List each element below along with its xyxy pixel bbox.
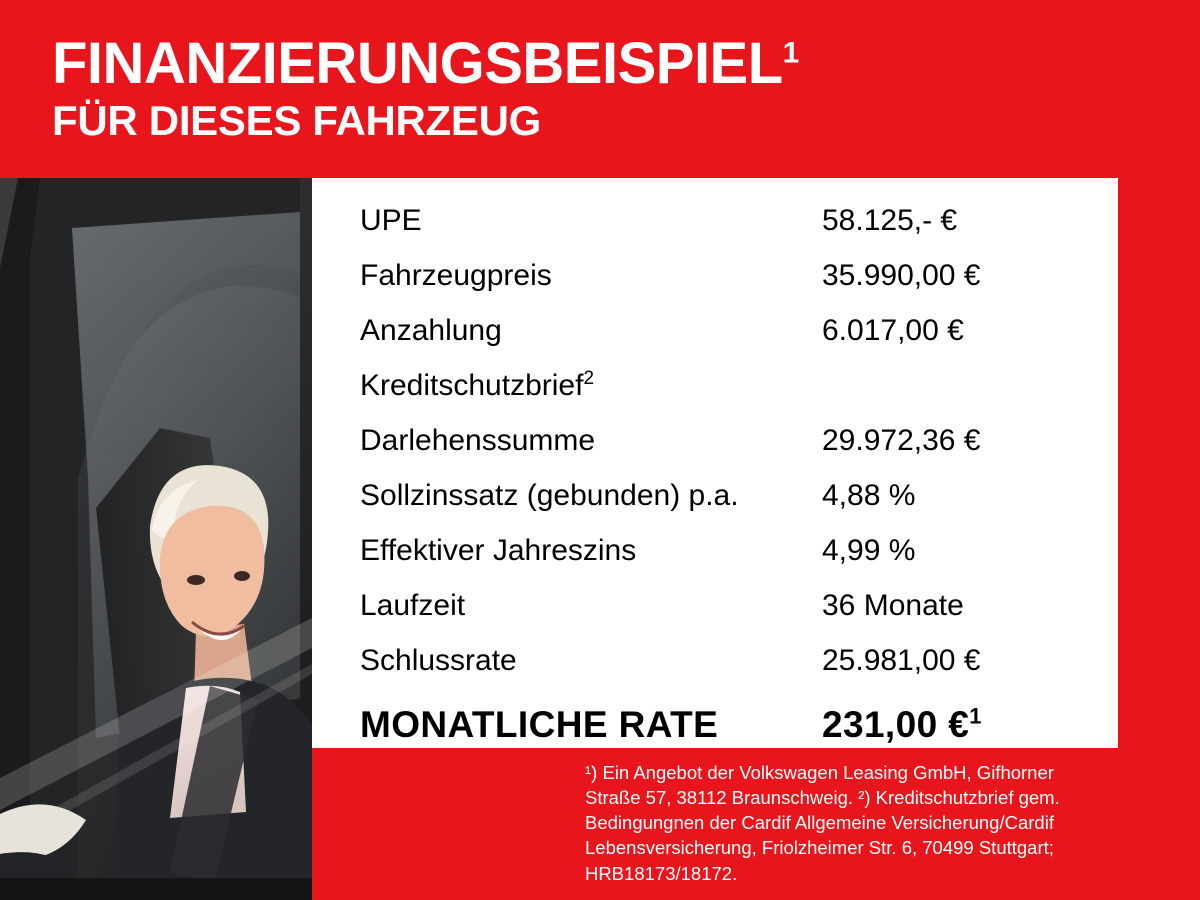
row-label: Effektiver Jahreszins [360,534,637,567]
table-row [360,424,1092,479]
table-row [360,534,1092,589]
table-row [360,589,1092,644]
row-value: 25.981,00 € [822,644,981,677]
headline-text: FINANZIERUNGSBEISPIEL [52,31,783,96]
legal-footnote: ¹) Ein Angebot der Volkswagen Leasing GmbH, Gifhorner Straße 57, 38112 Braunschweig. ²) Kreditschutzbrief gem. Bedingungnen der Cardif Allgemeine Versicherung/Cardif Lebensversicherung, Friolzheimer Str. 6, 70499 Stuttgart; HRB18173/18172. [585,762,1060,884]
row-value: 4,99 % [822,534,916,567]
vehicle-photo [0,178,312,900]
row-label: Laufzeit [360,589,466,622]
row-label [360,369,822,402]
row-label-text: Kreditschutzbrief [360,369,584,402]
row-value: 36 Monate [822,589,964,622]
table-row [360,204,1092,259]
monthly-rate-footnote-marker: 1 [969,703,982,729]
table-row [360,479,1092,534]
monthly-rate-amount: 231,00 € [822,704,970,745]
page-title [52,31,1200,96]
row-value: 58.125,- € [822,204,958,237]
row-label: Sollzinssatz (gebunden) p.a. [360,479,739,512]
row-label: UPE [360,204,422,237]
row-label: Schlussrate [360,644,517,677]
photo-illustration [0,178,312,900]
row-value: 35.990,00 € [822,259,981,292]
row-value: 29.972,36 € [822,424,981,457]
headline-footnote-marker: 1 [782,36,799,70]
monthly-rate-value [822,705,982,746]
finance-rows [312,204,1118,765]
finance-table-panel [312,178,1118,748]
row-label-footnote-marker: 2 [583,368,595,389]
monthly-rate-label: MONATLICHE RATE [360,704,719,745]
table-row [360,314,1092,369]
row-label: Anzahlung [360,314,502,347]
monthly-rate-row [360,705,1092,765]
table-row [360,369,1092,424]
row-value: 4,88 % [822,479,916,512]
row-label: Fahrzeugpreis [360,259,552,292]
page-subtitle: FÜR DIESES FAHRZEUG [52,97,542,145]
poster-header [0,0,1200,144]
table-row [360,259,1092,314]
table-row [360,644,1092,699]
row-value: 6.017,00 € [822,314,964,347]
row-label: Darlehenssumme [360,424,596,457]
